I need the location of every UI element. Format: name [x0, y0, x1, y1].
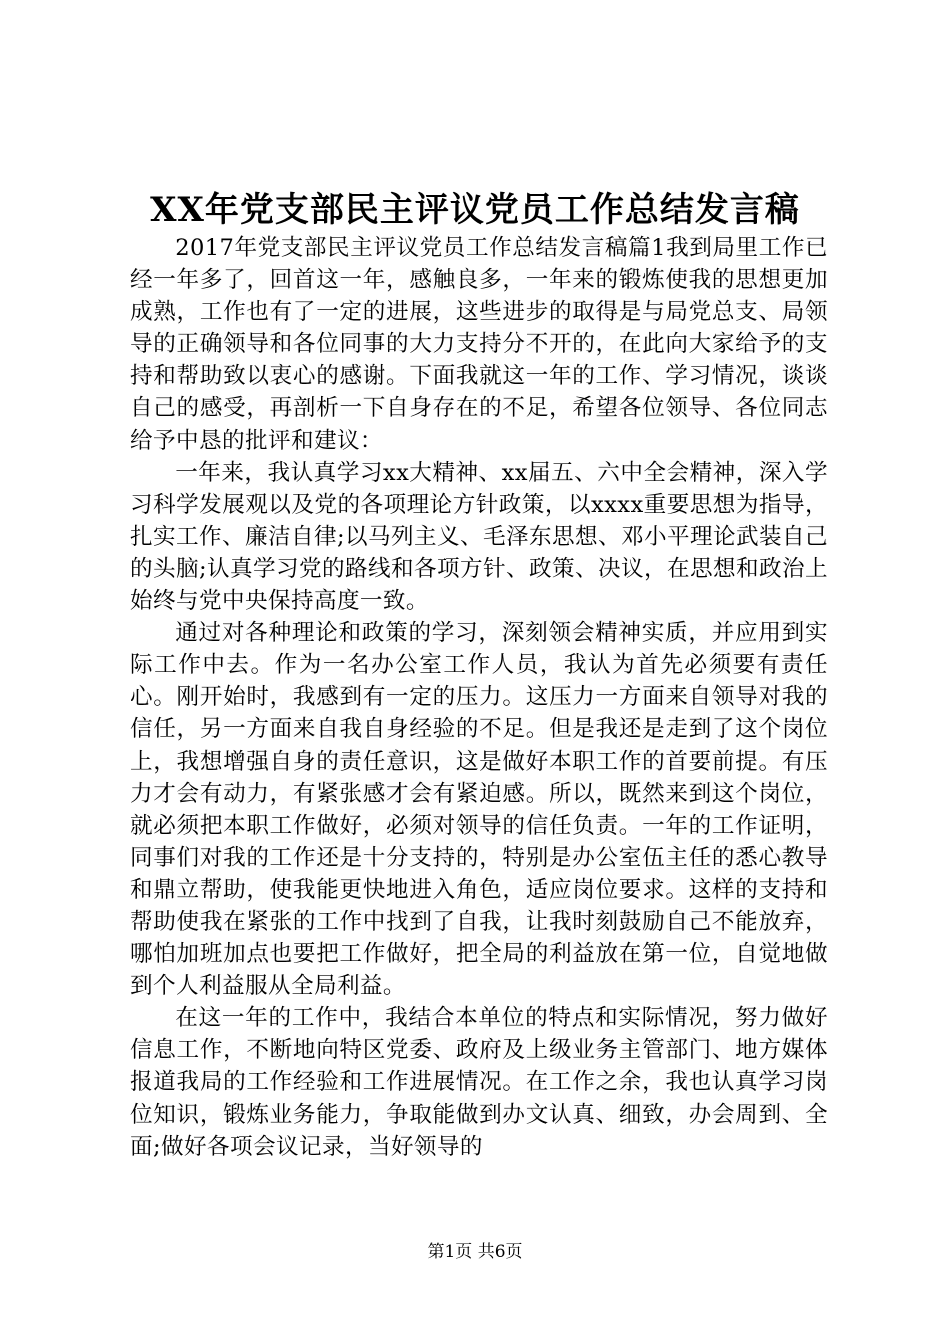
document-title: XX年党支部民主评议党员工作总结发言稿 — [150, 190, 800, 230]
paragraph: 2017年党支部民主评议党员工作总结发言稿篇1我到局里工作已经一年多了，回首这一年，感触良多，一年来的锻炼使我的思想更加成熟，工作也有了一定的进展，这些进步的取得是与局党总支、局领导的正确领导和各位同事的大力支持分不开的，在此向大家给予的支持和帮助致以衷心的感谢。下面我就这一年的工作、学习情况，谈谈自己的感受，再剖析一下自身存在的不足，希望各位领导、各位同志给予中恳的批评和建议： — [130, 235, 828, 454]
document-body — [130, 232, 828, 1163]
paragraph: 一年来，我认真学习xx大精神、xx届五、六中全会精神，深入学习科学发展观以及党的各项理论方针政策，以xxxx重要思想为指导，扎实工作、廉洁自律;以马列主义、毛泽东思想、邓小平理论武装自己的头脑;认真学习党的路线和各项方针、政策、决议，在思想和政治上始终与党中央保持高度一致。 — [130, 459, 828, 615]
paragraph: 通过对各种理论和政策的学习，深刻领会精神实质，并应用到实际工作中去。作为一名办公室工作人员，我认为首先必须要有责任心。刚开始时，我感到有一定的压力。这压力一方面来自领导对我的信任，另一方面来自我自身经验的不足。但是我还是走到了这个岗位上，我想增强自身的责任意识，这是做好本职工作的首要前提。有压力才会有动力，有紧张感才会有紧迫感。所以，既然来到这个岗位，就必须把本职工作做好，必须对领导的信任负责。一年的工作证明，同事们对我的工作还是十分支持的，特别是办公室伍主任的悉心教导和鼎立帮助，使我能更快地进入角色，适应岗位要求。这样的支持和帮助使我在紧张的工作中找到了自我，让我时刻鼓励自己不能放弃，哪怕加班加点也要把工作做好，把全局的利益放在第一位，自觉地做到个人利益服从全局利益。 — [130, 620, 828, 1000]
page-footer: 第1页 共6页 — [427, 1242, 523, 1262]
paragraph: 在这一年的工作中，我结合本单位的特点和实际情况，努力做好信息工作，不断地向特区党委、政府及上级业务主管部门、地方媒体报道我局的工作经验和工作进展情况。在工作之余，我也认真学习岗位知识，锻炼业务能力，争取能做到办文认真、细致，办会周到、全面;做好各项会议记录，当好领导的 — [130, 1005, 828, 1160]
